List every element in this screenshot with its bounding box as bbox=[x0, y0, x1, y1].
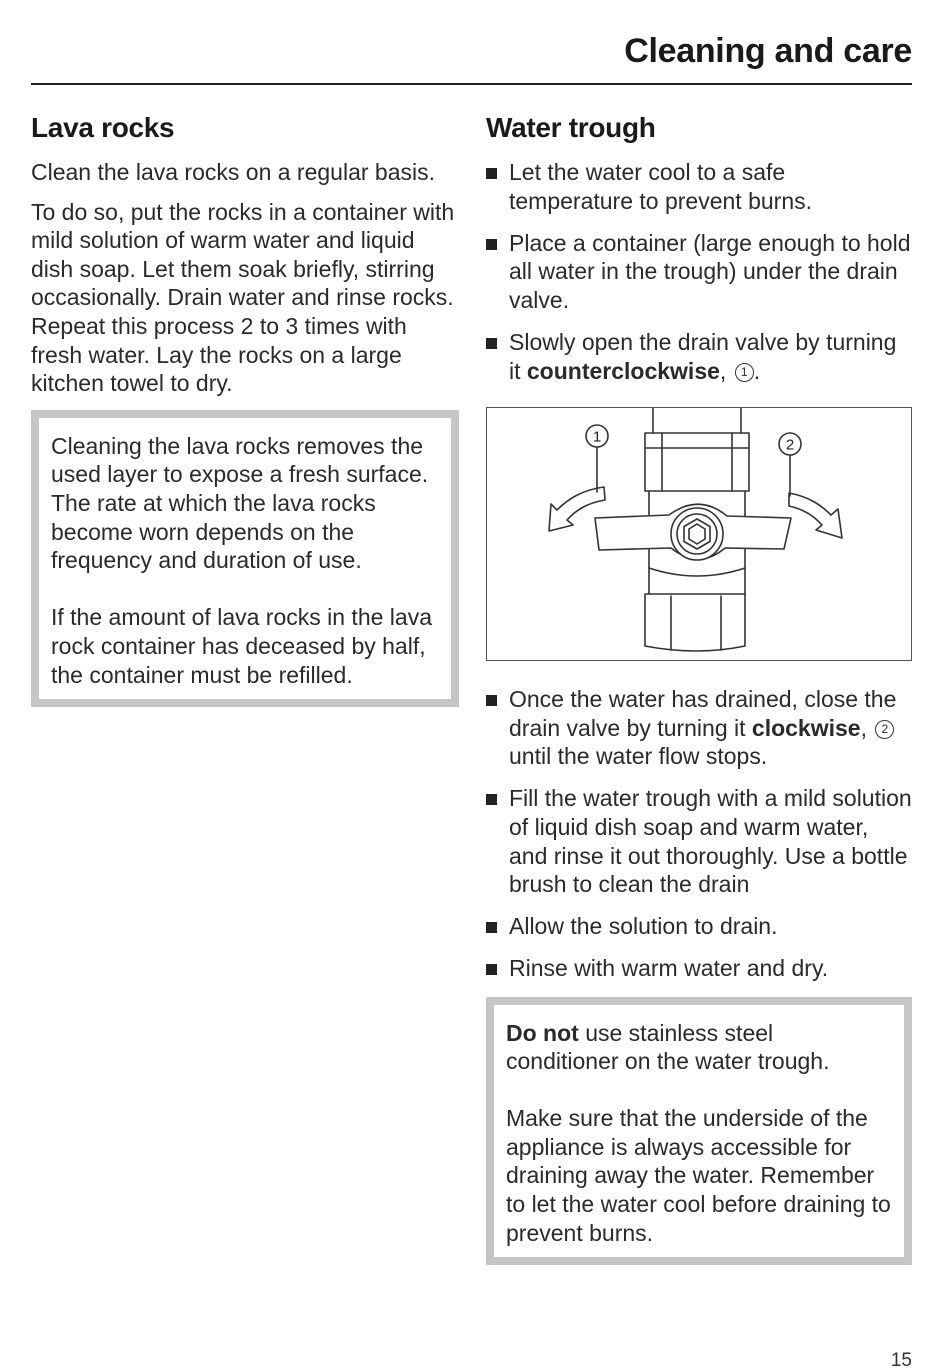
list-item: Fill the water trough with a mild solution of liquid dish soap and warm water, and rinse it out thoroughly. Use a bottle brush to clean the drain bbox=[486, 784, 912, 898]
clockwise-emphasis: clockwise bbox=[751, 714, 861, 741]
bullet-icon bbox=[486, 695, 497, 706]
bullet-icon bbox=[486, 964, 497, 975]
counterclockwise-emphasis: counterclockwise bbox=[526, 357, 720, 384]
lava-rocks-section bbox=[31, 110, 459, 707]
lava-rocks-instructions: To do so, put the rocks in a container with mild solution of warm water and liquid dish soap. Let them soak briefly, stirring occasionally. Drain water and rinse rocks. Repeat this process 2 to 3 times with fresh water. Lay the rocks on a large kitchen towel to dry. bbox=[31, 198, 455, 397]
lava-rocks-note-2: If the amount of lava rocks in the lava rock container has deceased by half, the container must be refilled. bbox=[51, 604, 432, 688]
water-trough-note-2: Make sure that the underside of the appliance is always accessible for draining away the water. Remember to let the water cool before draining to prevent burns. bbox=[506, 1105, 891, 1246]
list-item: Place a container (large enough to hold all water in the trough) under the drain valve. bbox=[486, 229, 912, 315]
bullet-icon bbox=[486, 239, 497, 250]
water-trough-note-1: Do not use stainless steel conditioner on the water trough. bbox=[506, 1019, 830, 1075]
lava-rocks-note-1: Cleaning the lava rocks removes the used layer to expose a fresh surface. The rate at which the lava rocks become worn depends on the frequency and duration of use. bbox=[51, 432, 429, 574]
water-trough-steps-a bbox=[486, 158, 912, 385]
bullet-icon bbox=[486, 794, 497, 805]
bullet-icon bbox=[486, 168, 497, 179]
marker-1-label: 1 bbox=[592, 428, 602, 446]
drain-valve-illustration bbox=[487, 408, 911, 660]
drain-valve-figure bbox=[486, 407, 912, 661]
page-number: 15 bbox=[890, 1350, 912, 1371]
lava-rocks-note-box bbox=[31, 410, 459, 707]
list-item: Allow the solution to drain. bbox=[486, 912, 912, 941]
lava-rocks-intro: Clean the lava rocks on a regular basis. bbox=[31, 159, 435, 185]
bullet-icon bbox=[486, 922, 497, 933]
water-trough-note-box bbox=[486, 997, 912, 1266]
list-item: Let the water cool to a safe temperature to prevent burns. bbox=[486, 158, 912, 215]
lava-rocks-heading: Lava rocks bbox=[31, 112, 175, 143]
marker-2-label: 2 bbox=[785, 436, 795, 454]
water-trough-section bbox=[486, 110, 912, 1265]
list-item: Slowly open the drain valve by turning it counterclockwise, 1 . bbox=[486, 328, 912, 385]
header-divider bbox=[31, 83, 912, 85]
marker-1-icon: 1 bbox=[735, 363, 754, 382]
marker-2-icon: 2 bbox=[875, 720, 894, 739]
water-trough-steps-b bbox=[486, 685, 912, 983]
list-item: Once the water has drained, close the drain valve by turning it clockwise, 2 until the water flow stops. bbox=[486, 685, 912, 771]
list-item: Rinse with warm water and dry. bbox=[486, 954, 912, 983]
water-trough-heading: Water trough bbox=[486, 112, 656, 143]
bullet-icon bbox=[486, 338, 497, 349]
page-title: Cleaning and care bbox=[624, 32, 912, 70]
